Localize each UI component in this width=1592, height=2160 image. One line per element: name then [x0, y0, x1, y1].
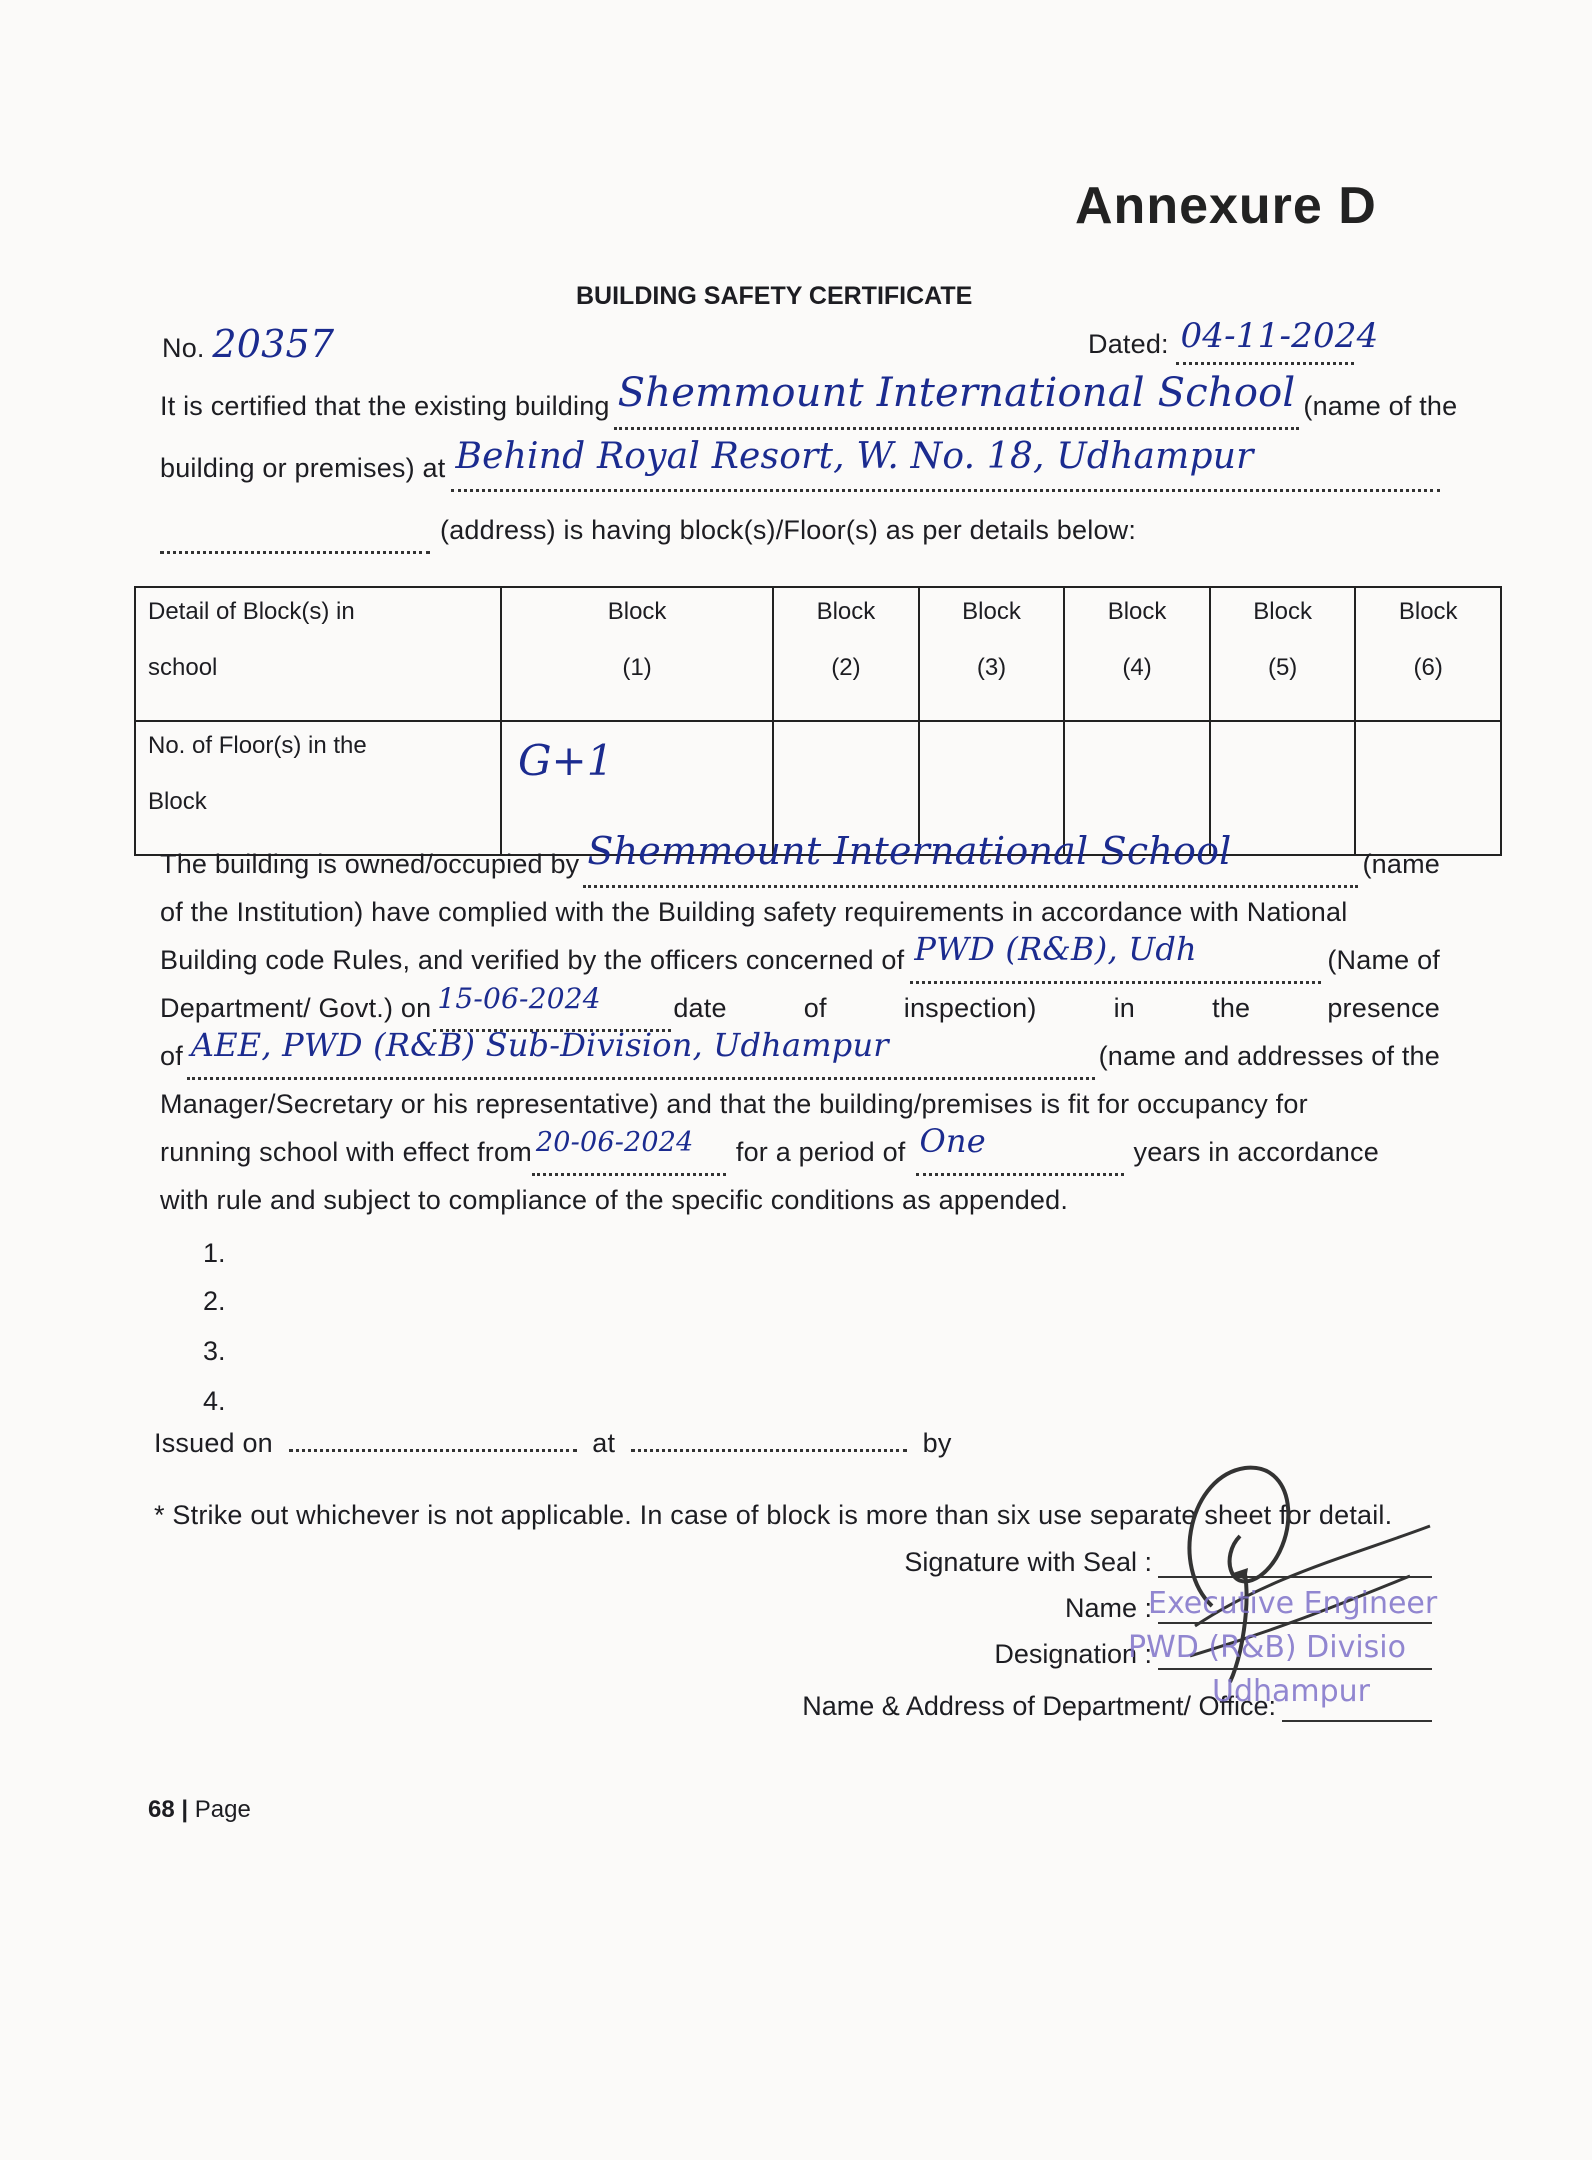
para2-line4-end: date of inspection) in the presence	[673, 993, 1440, 1023]
para1-line1-text: It is certified that the existing building	[160, 391, 610, 421]
para2-line1-end: (name	[1362, 849, 1440, 879]
certificate-number	[162, 322, 334, 366]
para2-line3-end: (Name of	[1327, 945, 1440, 975]
para1-line2-text: building or premises) at	[160, 453, 446, 483]
inspection-date: 15-06-2024	[437, 982, 601, 1015]
owner-name: Shemmount International School	[587, 829, 1232, 873]
issued-on-label: Issued on	[154, 1428, 273, 1458]
effect-date: 20-06-2024	[535, 1127, 694, 1158]
block-6-header: Block (6)	[1355, 587, 1501, 721]
issued-at-label: at	[592, 1428, 616, 1458]
block-1-header: Block (1)	[501, 587, 773, 721]
condition-4: 4.	[203, 1386, 226, 1416]
para1-line1-end: (name of the	[1303, 391, 1458, 421]
para2-line7-text: running school with effect from	[160, 1137, 532, 1167]
building-name: Shemmount International School	[617, 370, 1296, 416]
name-label: Name :	[1064, 1593, 1152, 1623]
para2-line7-mid: for a period of	[735, 1137, 906, 1167]
certificate-title: BUILDING SAFETY CERTIFICATE	[576, 282, 973, 310]
page-number: 68 | Page	[148, 1796, 251, 1823]
para2-line5-end: (name and addresses of the	[1098, 1041, 1440, 1071]
no-value: 20357	[212, 322, 335, 366]
para2-line1-text: The building is owned/occupied by	[160, 849, 580, 879]
blocks-table	[134, 586, 1502, 856]
no-label: No.	[162, 333, 205, 363]
certificate-date	[1088, 316, 1379, 365]
block-6-floors	[1355, 721, 1501, 855]
building-address: Behind Royal Resort, W. No. 18, Udhampur	[455, 436, 1254, 477]
issued-by-label: by	[922, 1428, 952, 1458]
block-1-floors: G+1	[501, 721, 773, 855]
designation-label: Designation :	[994, 1639, 1152, 1669]
dated-value: 04-11-2024	[1180, 316, 1379, 356]
strike-out-note: * Strike out whichever is not applicable. In case of block is more than six use separate sheet for detail.	[154, 1500, 1393, 1530]
para2-line2: of the Institution) have complied with the Building safety requirements in accordance with National	[160, 897, 1348, 927]
table-cell: Detail of Block(s) in school	[135, 587, 501, 721]
signature-label: Signature with Seal :	[904, 1547, 1152, 1577]
department-office-label: Name & Address of Department/ Office:	[802, 1691, 1276, 1721]
para2-line6: Manager/Secretary or his representative) and that the building/premises is fit for occupancy for	[160, 1089, 1308, 1119]
para2-line5-text: of	[160, 1041, 183, 1071]
annexure-label: Annexure D	[1075, 177, 1377, 235]
table-cell: No. of Floor(s) in the Block	[135, 721, 501, 855]
stamp-line-3: Udhampur	[1212, 1674, 1371, 1709]
stamp-line-1: Executive Engineer	[1148, 1586, 1438, 1621]
para2-line7-end: years in accordance	[1133, 1137, 1379, 1167]
presence-of: AEE, PWD (R&B) Sub-Division, Udhampur	[190, 1026, 889, 1064]
dated-label: Dated:	[1088, 329, 1169, 359]
stamp-line-2: PWD (R&B) Divisio	[1128, 1630, 1406, 1665]
block-3-header: Block (3)	[919, 587, 1065, 721]
block-4-header: Block (4)	[1064, 587, 1210, 721]
para2-line8: with rule and subject to compliance of the specific conditions as appended.	[160, 1185, 1069, 1215]
para2-line4-text: Department/ Govt.) on	[160, 993, 432, 1023]
para2-line3-text: Building code Rules, and verified by the officers concerned of	[160, 945, 905, 975]
table-row	[135, 587, 1501, 721]
issued-line	[154, 1428, 952, 1459]
paragraph-compliance	[160, 829, 1440, 1224]
paragraph-building	[160, 370, 1458, 554]
department-name: PWD (R&B), Udh	[914, 930, 1197, 968]
block-2-header: Block (2)	[773, 587, 919, 721]
condition-2: 2.	[203, 1286, 226, 1316]
condition-3: 3.	[203, 1336, 226, 1366]
condition-1: 1.	[203, 1238, 226, 1268]
para1-line3-text: (address) is having block(s)/Floor(s) as per details below:	[440, 515, 1137, 545]
validity-period: One	[919, 1122, 986, 1160]
block-5-header: Block (5)	[1210, 587, 1356, 721]
